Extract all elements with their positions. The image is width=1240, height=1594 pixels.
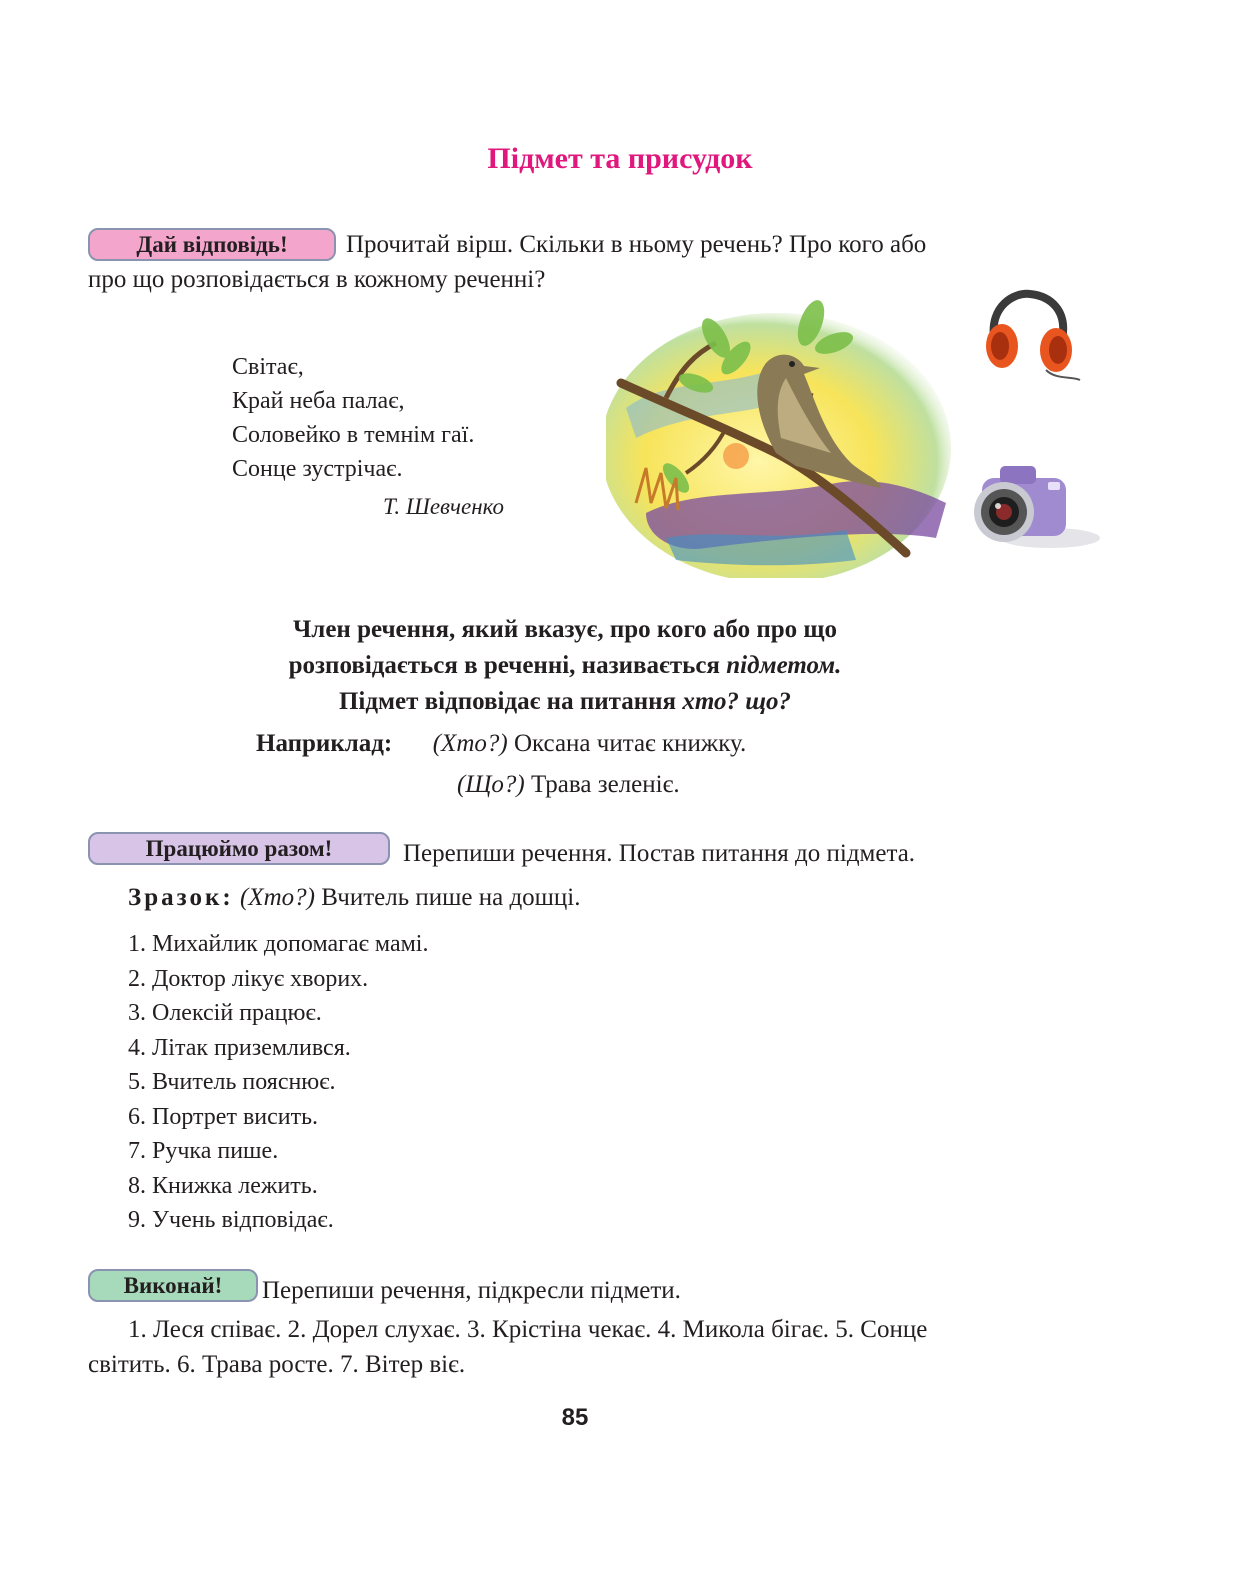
list-item: 4. Літак приземлився.: [128, 1034, 351, 1061]
rule-line1: Член речення, який вказує, про кого або про що: [292, 616, 838, 643]
example2-text: Трава зеленіє.: [530, 771, 680, 798]
example-row-2: [457, 767, 680, 803]
example-label: Наприклад:: [256, 730, 393, 757]
example1-question: (Хто?): [432, 730, 508, 757]
example2-question: (Що?): [457, 771, 525, 798]
poem-line: Світає,: [232, 354, 304, 380]
rule-line2-text: розповідається в реченні, називається: [288, 652, 727, 679]
rule-line3: [0, 684, 1130, 720]
poem-line: Край неба палає,: [232, 388, 405, 414]
work-together-badge: Працюймо разом!: [88, 832, 390, 865]
rule-line2: [0, 648, 1130, 684]
sample-label: Зразок:: [128, 884, 234, 911]
sentence-list: [128, 927, 428, 1238]
task3-line1: 1. Леся співає. 2. Дорел слухає. 3. Крістіна чекає. 4. Микола бігає. 5. Сонце: [128, 1316, 928, 1343]
list-item: 8. Книжка лежить.: [128, 1172, 318, 1199]
nightingale-illustration: [606, 298, 956, 578]
example1-text: Оксана читає книжку.: [513, 730, 747, 757]
poem-author: Т. Шевченко: [383, 494, 504, 519]
do-it-badge: Виконай!: [88, 1269, 258, 1302]
task-text-line1: Прочитай вірш. Скільки в ньому речень? Про кого або: [346, 231, 927, 258]
list-item: 3. Олексій працює.: [128, 1000, 322, 1026]
task3-text: Перепиши речення, підкресли підмети.: [262, 1277, 681, 1304]
task2-text: Перепиши речення. Постав питання до підмета.: [403, 840, 916, 867]
list-item: 9. Учень відповідає.: [128, 1207, 334, 1233]
list-item: 5. Вчитель пояснює.: [128, 1069, 336, 1095]
poem-line: Сонце зустрічає.: [232, 456, 403, 482]
sample-line: [128, 880, 581, 915]
page-title: Підмет та присудок: [487, 142, 753, 175]
list-item: 6. Портрет висить.: [128, 1103, 319, 1130]
task3-line2: світить. 6. Трава росте. 7. Вітер віє.: [88, 1351, 466, 1378]
list-item: 1. Михайлик допомагає мамі.: [128, 931, 429, 957]
sample-text: Вчитель пише на дошці.: [321, 884, 581, 911]
headphones-icon: [976, 288, 1084, 384]
list-item: 7. Ручка пише.: [128, 1138, 279, 1164]
camera-icon: [960, 456, 1102, 556]
rule-line3-text: Підмет відповідає на питання: [338, 688, 683, 715]
poem: [232, 350, 474, 486]
page-number: 85: [561, 1404, 589, 1431]
poem-line: Соловейко в темнім гаї.: [232, 422, 475, 448]
question-words: хто? що?: [682, 688, 792, 715]
example-row-1: [256, 726, 746, 762]
task-text-line2: про що розповідається в кожному реченні?: [88, 266, 546, 293]
sample-question: (Хто?): [239, 884, 315, 911]
answer-badge: Дай відповідь!: [88, 228, 336, 261]
term-subject: підметом.: [726, 652, 842, 679]
list-item: 2. Доктор лікує хворих.: [128, 965, 369, 992]
